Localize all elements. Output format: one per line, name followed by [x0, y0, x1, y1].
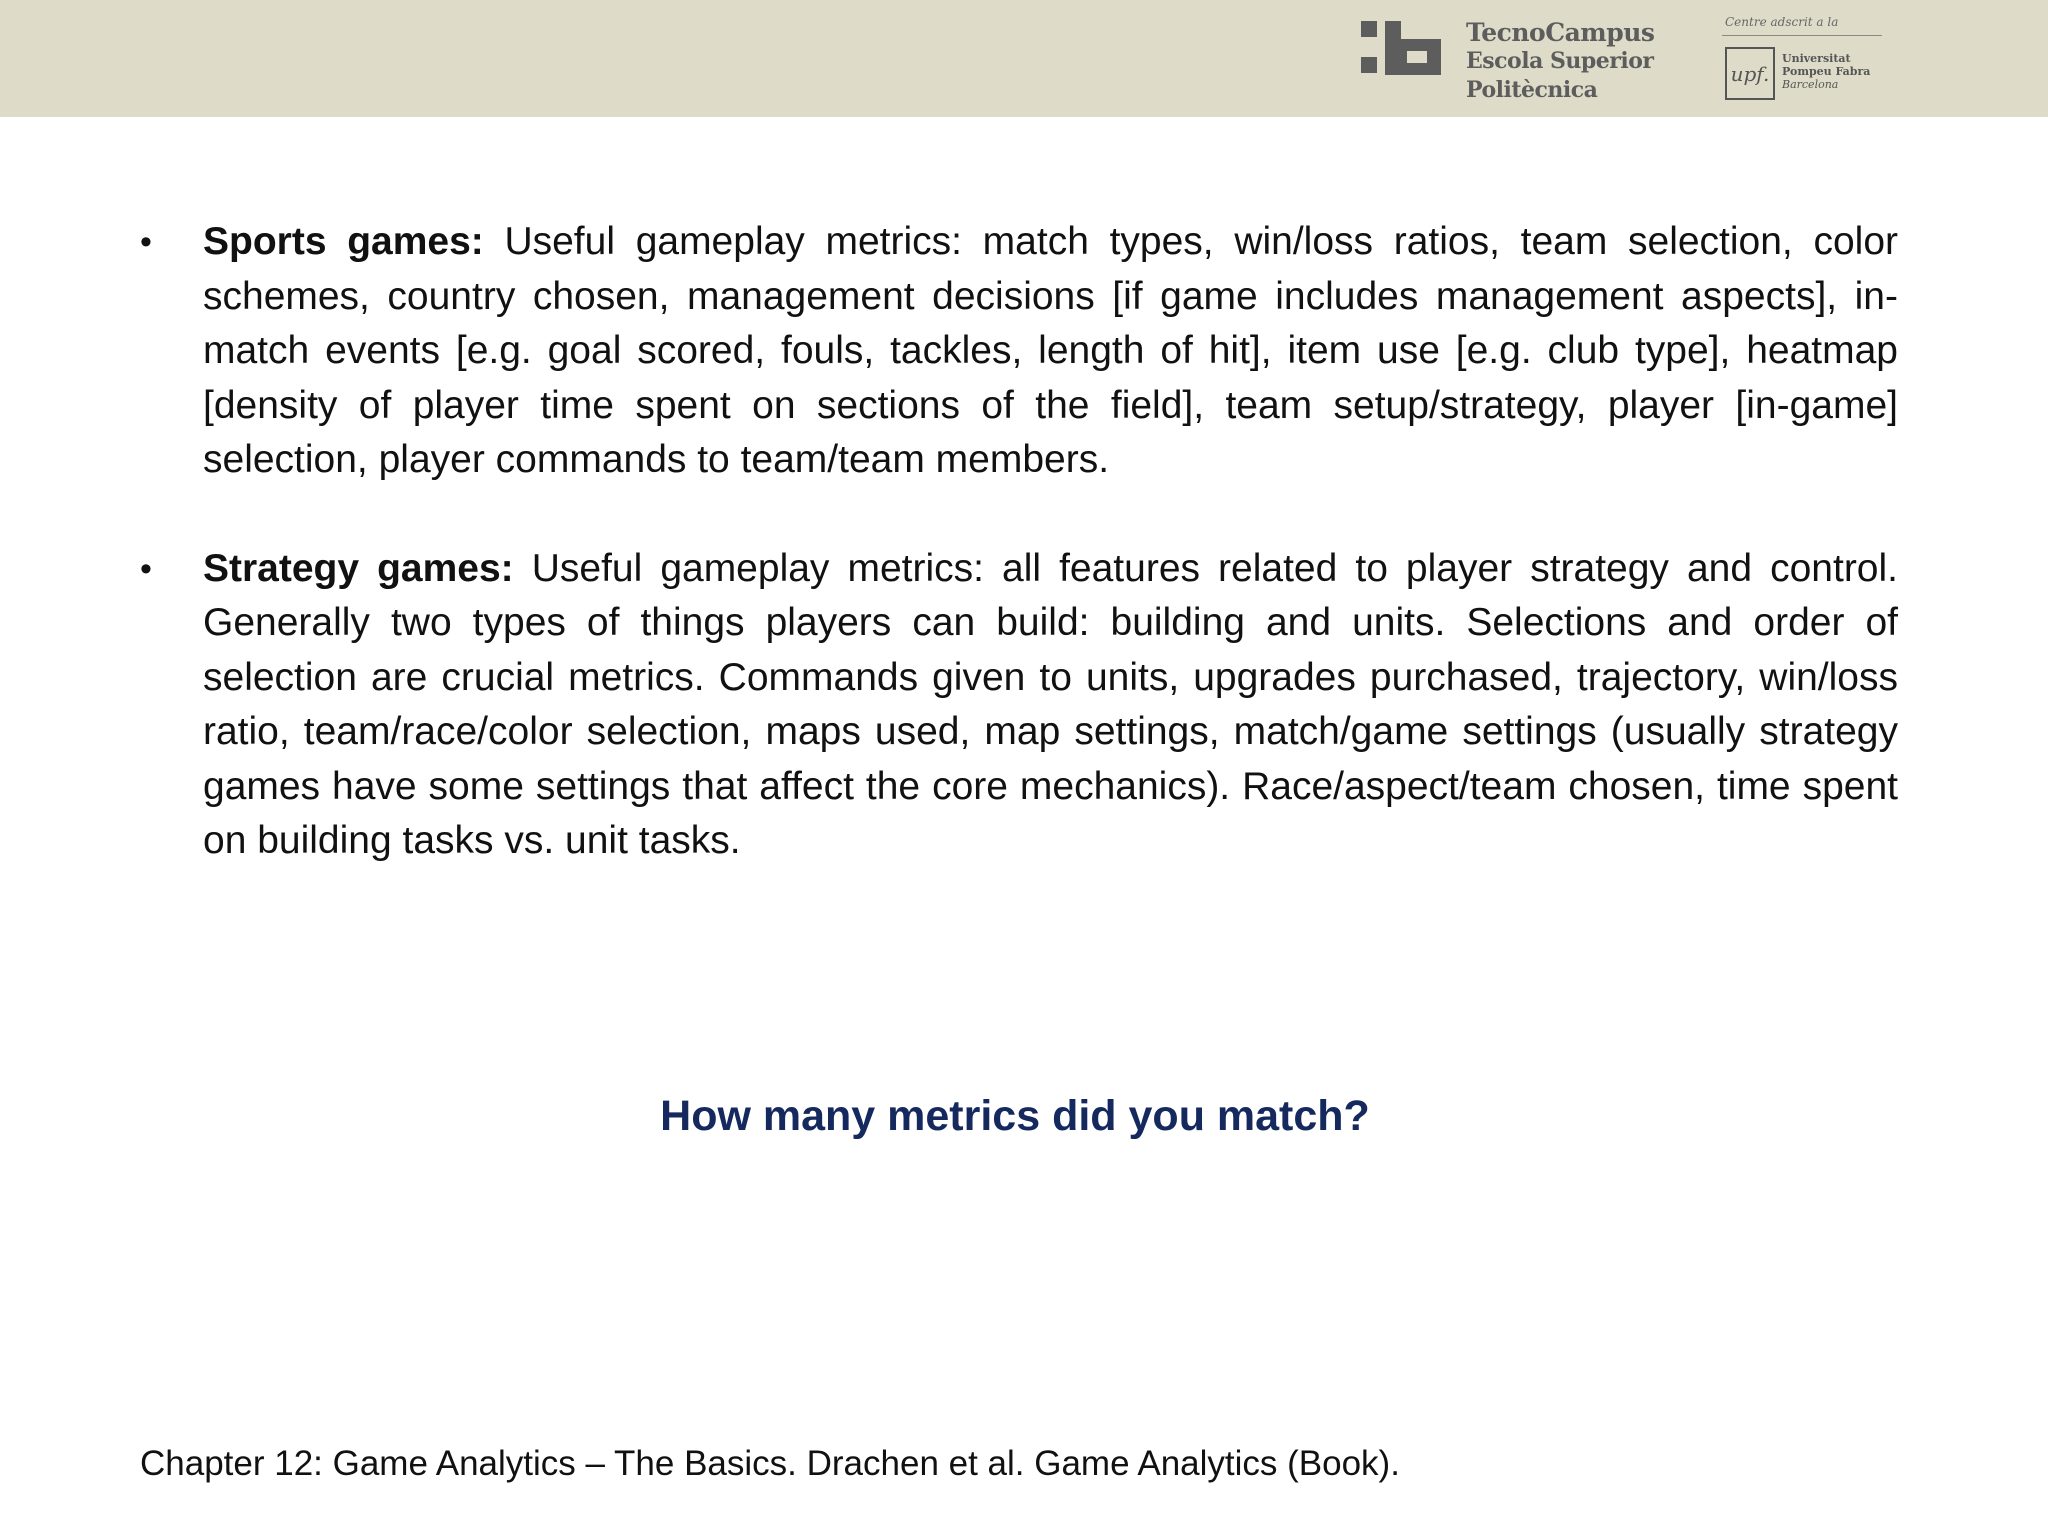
upf-name-line1: Universitat: [1782, 52, 1851, 65]
upf-centre-label: Centre adscrit a la: [1725, 15, 1839, 29]
bullet-title: Sports games:: [203, 220, 484, 263]
upf-name-line2: Pompeu Fabra: [1782, 65, 1871, 78]
tecnocampus-school-type: Politècnica: [1466, 77, 1598, 103]
footer-citation: Chapter 12: Game Analytics – The Basics. Drachen et al. Game Analytics (Book).: [140, 1444, 1400, 1483]
bullet-dot-icon: •: [140, 223, 152, 261]
tecnocampus-logo-text: [1466, 18, 1655, 105]
bullet-sports-games: [140, 215, 1898, 488]
upf-logo-icon: upf.: [1725, 47, 1775, 100]
bullet-list: [140, 215, 1898, 869]
bullet-text: Useful gameplay metrics: all features related to player strategy and control. Generally two types of things players can build: building and units. Selections and order of selection are crucial metrics. Commands given to units, upgrades purchased, trajectory, win/loss ratio, team/race/color selection, maps used, map settings, match/game settings (usually strategy games have some settings that affect the core mechanics). Race/aspect/team chosen, time spent on building tasks vs. unit tasks.: [203, 546, 1898, 862]
bullet-dot-icon: •: [140, 549, 152, 588]
upf-name: [1782, 52, 1870, 91]
bullet-title: Strategy games:: [203, 546, 514, 590]
bullet-strategy-games: [140, 542, 1898, 869]
upf-logo: [1722, 12, 1882, 102]
question-heading: How many metrics did you match?: [660, 1092, 1370, 1140]
upf-divider: [1722, 35, 1882, 36]
tecnocampus-name: TecnoCampus: [1466, 18, 1655, 47]
bullet-text: Useful gameplay metrics: match types, win/loss ratios, team selection, color schemes, country chosen, management decisions [if game includes management aspects], in-match events [e.g. goal scored, fouls, tackles, length of hit], item use [e.g. club type], heatmap [density of player time spent on sections of the field], team setup/strategy, player [in-game] selection, player commands to team/team members.: [203, 220, 1898, 481]
tecnocampus-logo-icon: [1361, 21, 1441, 75]
upf-name-line3: Barcelona: [1782, 78, 1839, 91]
tecnocampus-school: Escola Superior: [1466, 48, 1654, 74]
header-bar: [0, 0, 2048, 117]
